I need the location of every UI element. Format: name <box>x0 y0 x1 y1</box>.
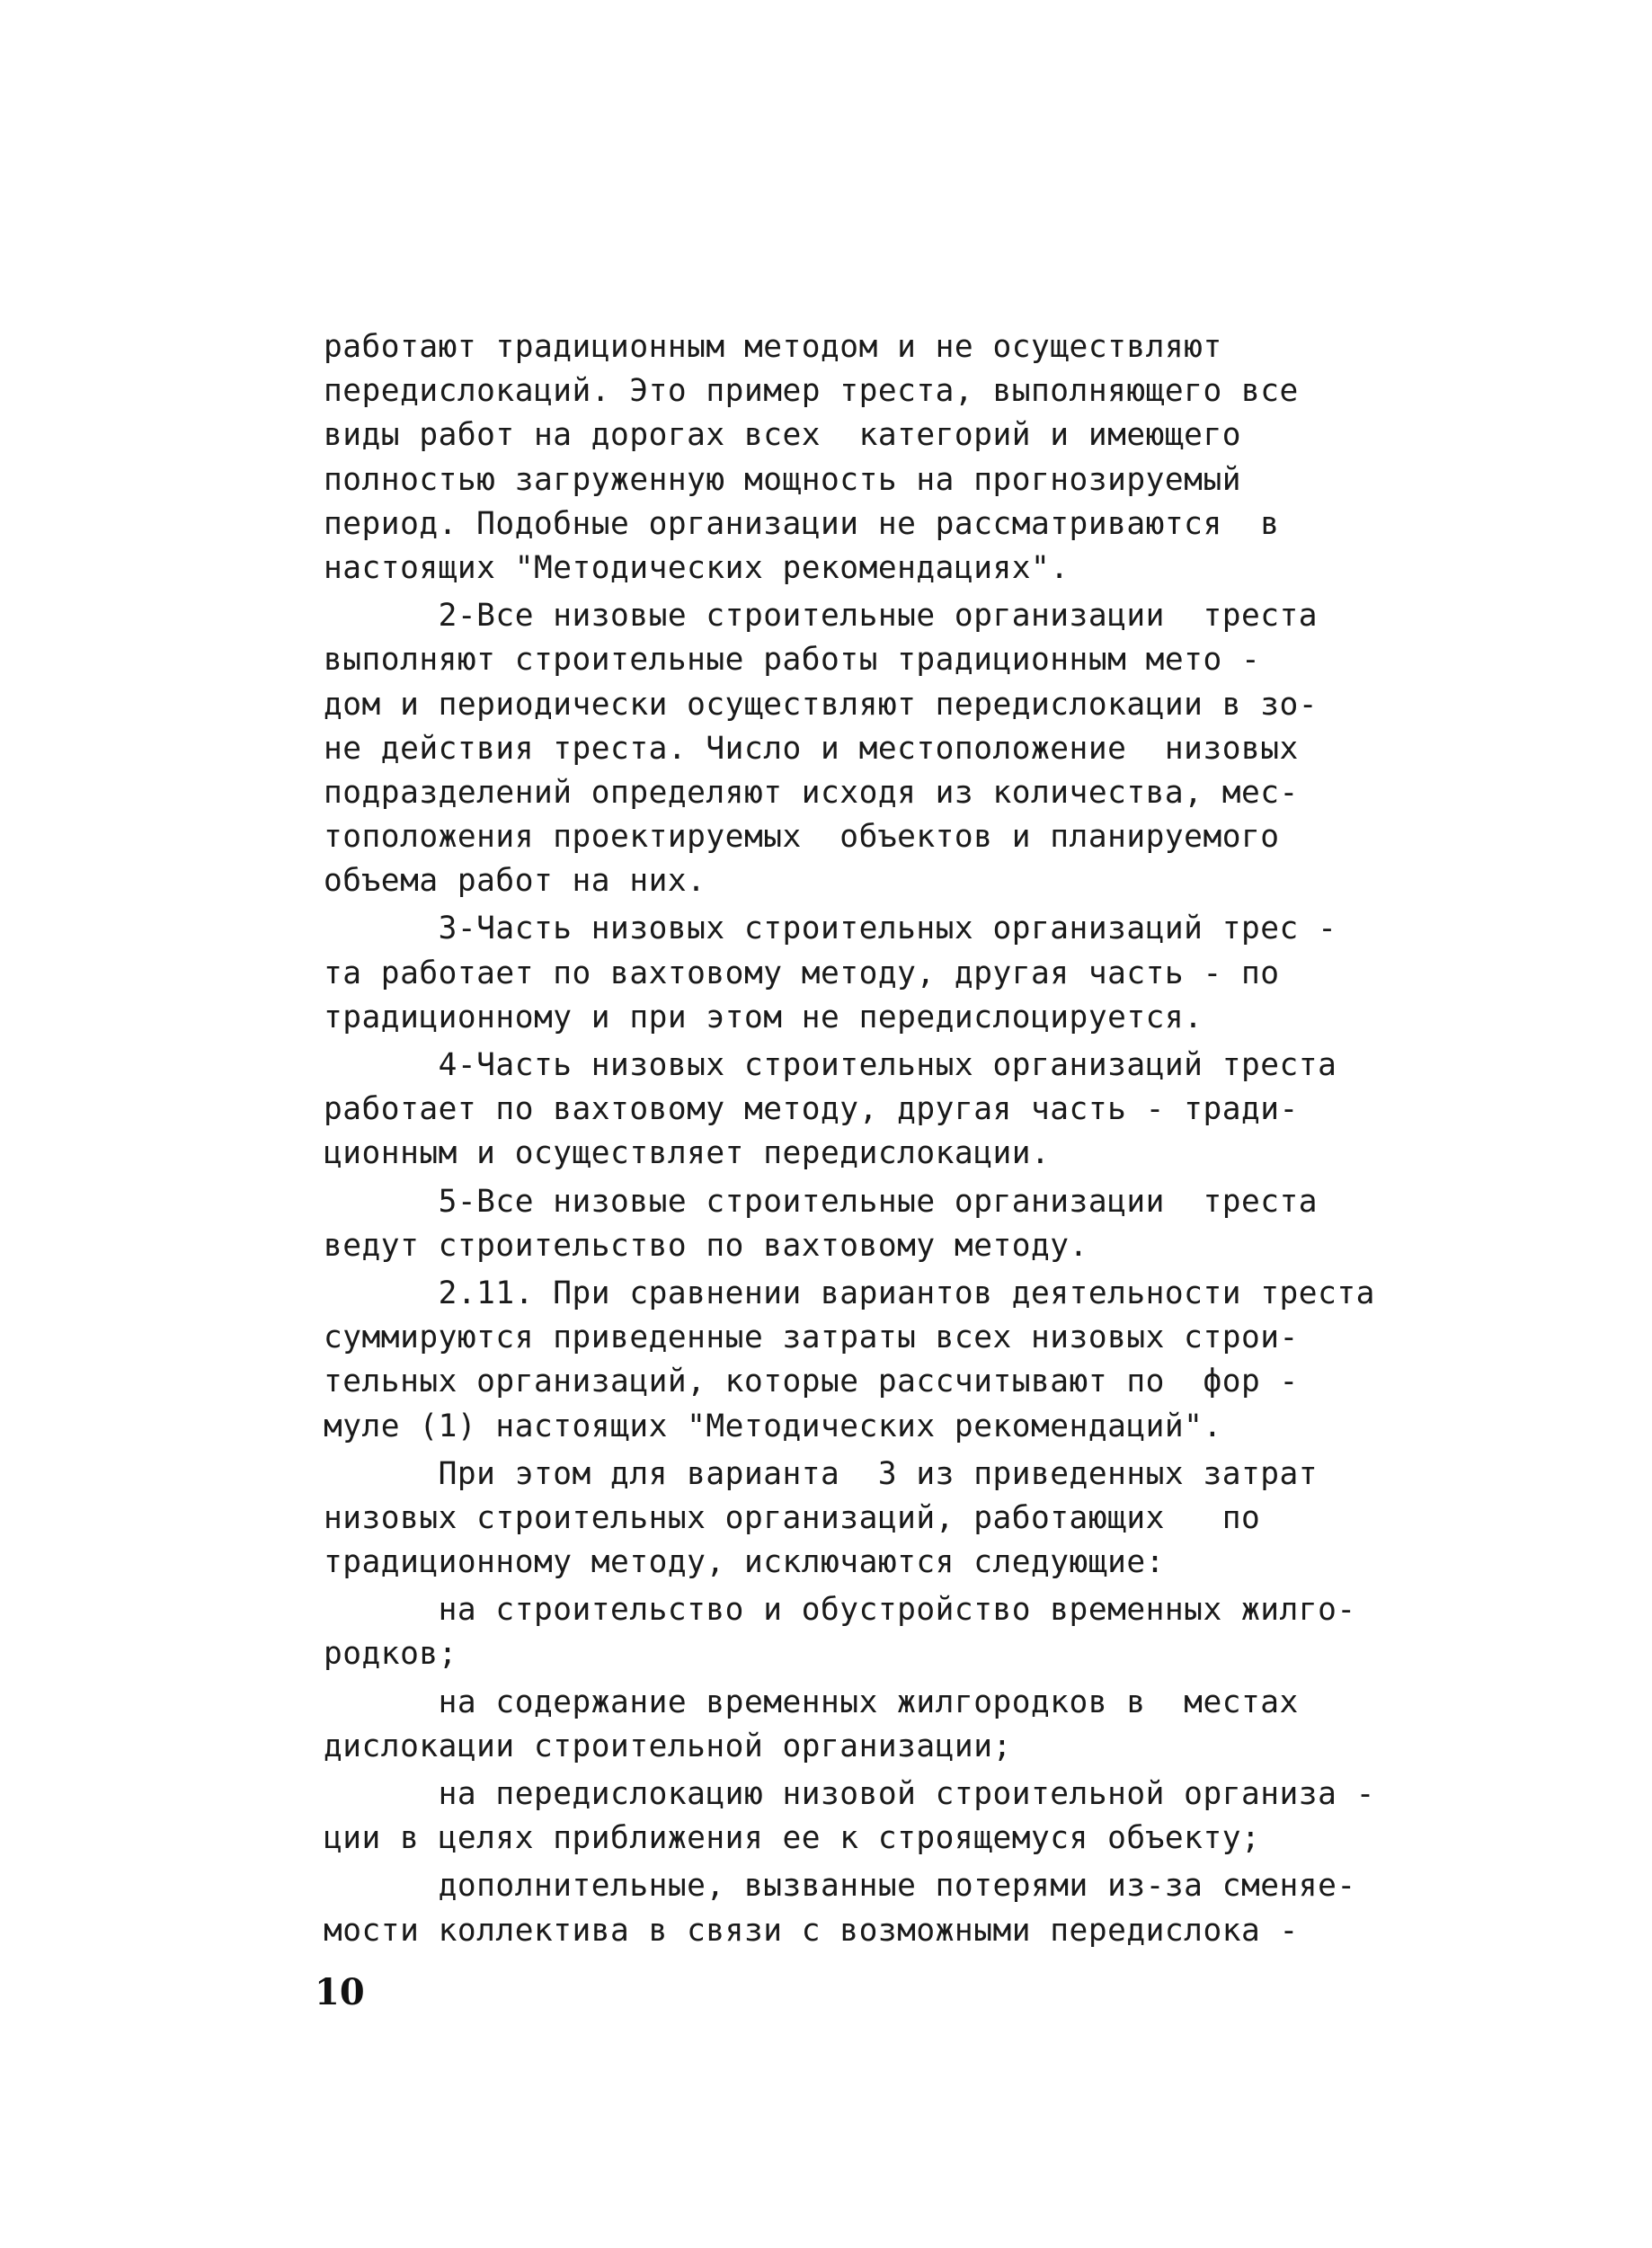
text-line: тельных организаций, которые рассчитывают по фор - <box>324 1364 1299 1400</box>
text-line: дом и периодически осуществляют передислокации в зо- <box>324 686 1319 723</box>
text-line: ции в целях приближения ее к строящемуся объекту; <box>324 1820 1261 1857</box>
text-line: на передислокацию низовой строительной организа - <box>324 1776 1375 1812</box>
text-line: подразделений определяют исходя из количества, мес- <box>324 774 1299 811</box>
text-line: выполняют строительные работы традиционным мето - <box>324 642 1261 679</box>
text-line: работают традиционным методом и не осуществляют <box>324 329 1222 365</box>
text-line: 2.11. При сравнении вариантов деятельности треста <box>324 1275 1375 1311</box>
text-line: 4-Часть низовых строительных организаций треста <box>324 1047 1337 1083</box>
text-line: традиционному методу, исключаются следующие: <box>324 1544 1165 1581</box>
body-text <box>324 325 1465 1953</box>
text-line: работает по вахтовому методу, другая часть - тради- <box>324 1091 1299 1128</box>
text-line: передислокаций. Это пример треста, выполняющего все <box>324 373 1299 410</box>
text-line: дислокации строительной организации; <box>324 1728 1012 1764</box>
text-line: дополнительные, вызванные потерями из-за сменяе- <box>324 1868 1356 1905</box>
text-line: суммируются приведенные затраты всех низовых строи- <box>324 1319 1299 1356</box>
text-line: виды работ на дорогах всех категорий и имеющего <box>324 417 1241 454</box>
text-line: тоположения проектируемых объектов и планируемого <box>324 819 1280 856</box>
text-line: ционным и осуществляет передислокации. <box>324 1135 1051 1172</box>
text-line: настоящих "Методических рекомендациях". <box>324 549 1070 586</box>
text-line: на содержание временных жилгородков в местах <box>324 1684 1299 1720</box>
text-line: на строительство и обустройство временных жилго- <box>324 1592 1356 1629</box>
text-line: объема работ на них. <box>324 863 706 900</box>
text-line: При этом для варианта 3 из приведенных затрат <box>324 1455 1319 1492</box>
text-line: 5-Все низовые строительные организации треста <box>324 1183 1319 1220</box>
text-line: низовых строительных организаций, работающих по <box>324 1499 1261 1536</box>
text-line: 2-Все низовые строительные организации треста <box>324 598 1319 635</box>
text-line: та работает по вахтовому методу, другая часть - по <box>324 955 1280 991</box>
page-number: 10 <box>315 1971 365 2013</box>
text-line: не действия треста. Число и местоположение низовых <box>324 730 1299 767</box>
text-line: полностью загруженную мощность на прогнозируемый <box>324 461 1241 498</box>
text-line: родков; <box>324 1636 457 1673</box>
text-line: ведут строительство по вахтовому методу. <box>324 1227 1088 1264</box>
text-line: муле (1) настоящих "Методических рекомендаций". <box>324 1408 1222 1444</box>
text-line: мости коллектива в связи с возможными передислока - <box>324 1912 1299 1949</box>
text-line: 3-Часть низовых строительных организаций трес - <box>324 911 1337 947</box>
text-line: традиционному и при этом не передислоцируется. <box>324 999 1203 1035</box>
text-line: период. Подобные организации не рассматриваются в <box>324 505 1280 542</box>
